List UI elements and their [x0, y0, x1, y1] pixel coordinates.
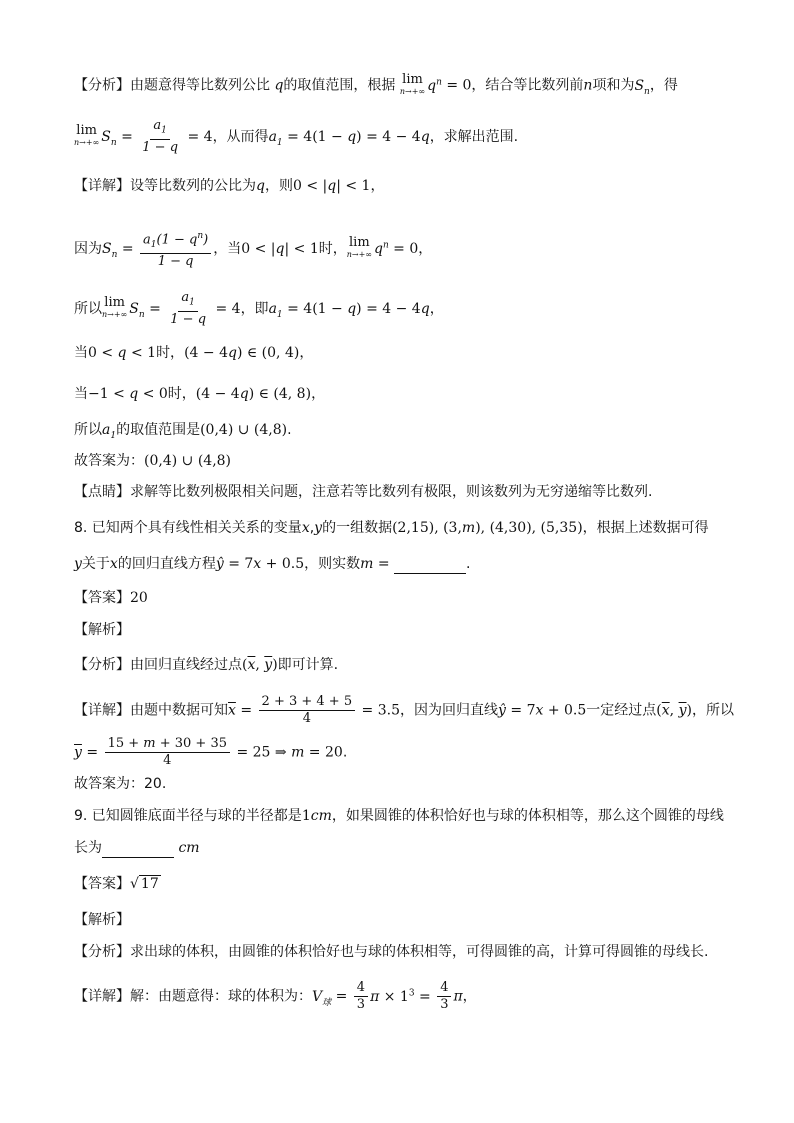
q9-solution-label-line: [74, 910, 754, 930]
analysis-label: 【分析】: [74, 944, 130, 960]
q9-question-line: 9. 已知圆锥底面半径与球的半径都是1cm，如果圆锥的体积恰好也与球的体积相等，那么这个圆锥的母线: [74, 808, 724, 824]
detail-label: 【详解】: [74, 178, 130, 194]
p7-line-6: 当0 < q < 1时，(4 − 4q) ∈ (0, 4)，: [74, 345, 314, 361]
analysis-label: 【分析】: [74, 657, 130, 673]
p7-answer-line: 故答案为：(0,4) ∪ (4,8): [74, 453, 232, 469]
p7-line-4: 因为$S_n$ = $\frac{a_1(1 - q^n)}{1 - q}$ ，当0 < |q| < 1时， lim n→+∞ $q^n = 0$，: [74, 228, 754, 270]
solution-label: 【解析】: [74, 622, 130, 638]
q8-question-line: 8. 已知两个具有线性相关关系的变量x,y的一组数据(2,15), (3,m), (4,30), (5,35)，根据上述数据可得: [74, 520, 709, 536]
q8-detail-line: 【详解】由题中数据可知$\overline{x}$ = $\frac{2 + 3 + 4 + 5}{4}$ = 3.5，因为回归直线ŷ = 7x + 0.5一定经过点($\overline{x}$, $\overline{y}$)，所以: [74, 694, 734, 726]
q9-analysis-line: 【分析】求出球的体积，由圆锥的体积恰好也与球的体积相等，可得圆锥的高，计算可得圆锥的母线长.: [74, 944, 709, 960]
q9-question-line-2: 长为 cm: [74, 840, 200, 856]
tip-label: 【点睛】: [74, 484, 130, 500]
analysis-label: 【分析】: [74, 77, 130, 94]
q8-question-line-2: y关于x的回归直线方程ŷ = 7x + 0.5，则实数m = .: [74, 556, 471, 572]
p7-line-8: 所以$a_1$的取值范围是(0,4) ∪ (4,8).: [74, 422, 292, 441]
p7-line-7: 当−1 < q < 0时，(4 − 4q) ∈ (4, 8)，: [74, 386, 326, 402]
p7-analysis-line: 【分析】由题意得等比数列公比 q的取值范围，根据 lim n→+∞ $q^n = 0$，结合等比数列前n项和为$S_n$，得: [74, 71, 678, 97]
answer-label: 【答案】: [74, 876, 130, 892]
p7-tip-line: 【点睛】求解等比数列极限相关问题，注意若等比数列有极限，则该数列为无穷递缩等比数列.: [74, 484, 653, 500]
q9-detail-line: 【详解】解：由题意得：球的体积为：$V_球$ = $\frac{4}{3}$ $\pi \times 1^3$ = $\frac{4}{3}$ π，: [74, 980, 477, 1012]
answer-blank[interactable]: [102, 843, 174, 858]
q8-detail-line-2: $\overline{y}$ = $\frac{15 + m + 30 + 35}{4}$ = 25 ⇒ m = 20.: [74, 736, 348, 768]
q8-final-answer-line: 故答案为：20.: [74, 776, 167, 792]
solution-label: 【解析】: [74, 912, 130, 928]
q8-analysis-line: 【分析】由回归直线经过点($\overline{x}$, $\overline{y}$)即可计算.: [74, 657, 339, 673]
q8-solution-label-line: [74, 620, 754, 640]
q8-answer-line: 【答案】20: [74, 590, 148, 606]
p7-line-5: 所以 lim n→+∞ $S_n$ = $\frac{a_1}{1 - q}$ = 4，即$a_1 = 4(1 - q) = 4 - 4q$，: [74, 290, 444, 327]
answer-label: 【答案】: [74, 590, 130, 606]
detail-label: 【详解】: [74, 702, 130, 719]
q9-answer-line: 【答案】√ 17: [74, 876, 159, 892]
detail-label: 【详解】: [74, 988, 130, 1005]
p7-analysis-line-2: lim n→+∞ $S_n$ = $\frac{a_1}{1 - q}$ = 4，从而得$a_1 = 4(1 - q) = 4 - 4q$，求解出范围.: [74, 118, 519, 155]
p7-detail-line: 【详解】设等比数列的公比为q，则0 < |q| < 1，: [74, 178, 385, 194]
answer-blank[interactable]: [394, 559, 466, 574]
